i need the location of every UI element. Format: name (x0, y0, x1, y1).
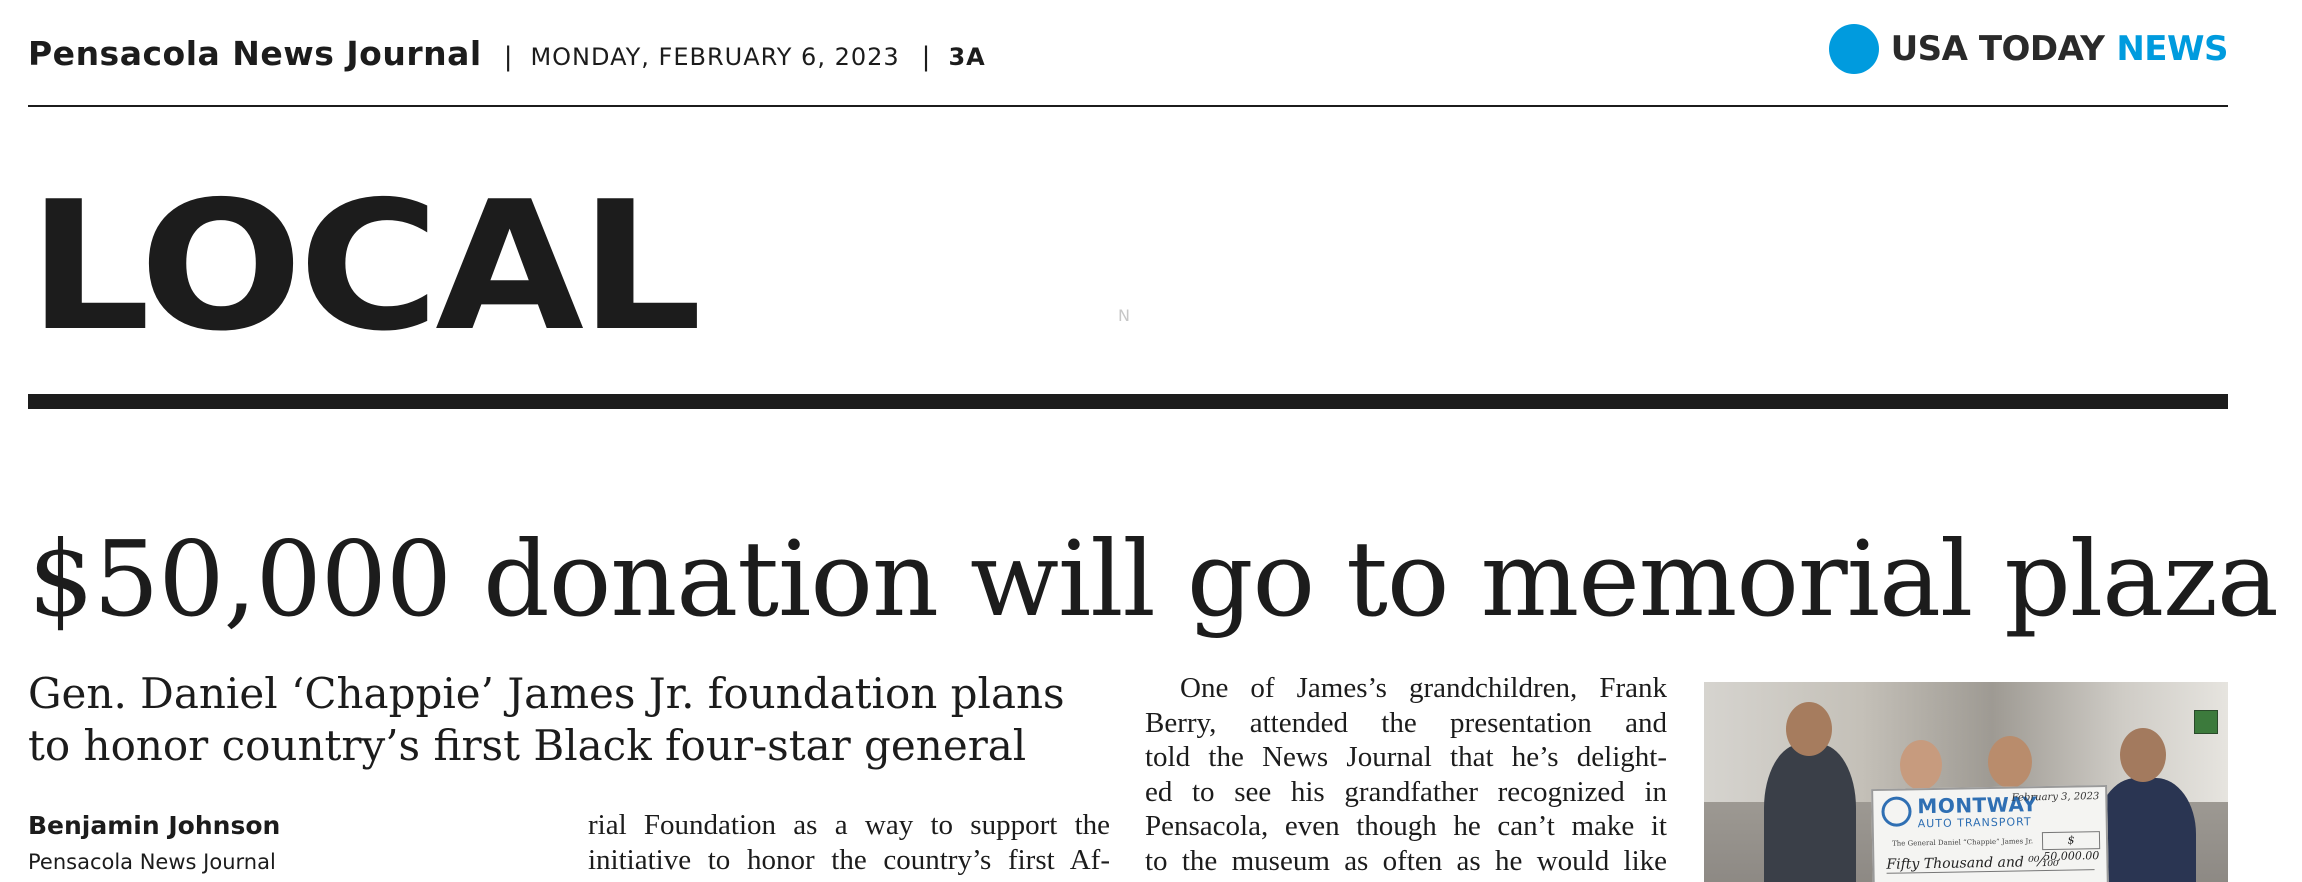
newspaper-name: Pensacola News Journal (28, 34, 482, 73)
section-title: LOCAL (28, 163, 698, 370)
article-photo (1704, 682, 2228, 882)
masthead-left (28, 34, 986, 73)
article-column-right (1145, 671, 1667, 878)
person-right-head (2120, 728, 2166, 782)
body-line: to the museum as often as he would like (1145, 844, 1667, 877)
masthead-separator: | (921, 42, 931, 72)
person-left-head (1786, 702, 1832, 756)
body-line: ed to see his grandfather recognized in (1145, 775, 1667, 808)
deck-line: Gen. Daniel ‘Chappie’ James Jr. foundation plans (28, 669, 1065, 718)
check-brand: MONTWAY (1917, 792, 2038, 819)
masthead-rule (28, 105, 2228, 107)
body-line: rial Foundation as a way to support the (588, 809, 1110, 841)
page-number: 3A (948, 43, 986, 71)
masthead-separator: | (503, 42, 513, 72)
check-amount: $ 50,000.00 (2042, 831, 2100, 850)
article-column-middle (588, 808, 1110, 877)
deck-line: to honor country’s first Black four-star general (28, 721, 1027, 770)
donation-check (1871, 785, 2109, 882)
check-brand-sub: AUTO TRANSPORT (1917, 815, 2032, 831)
person-right (2096, 778, 2196, 882)
body-line: initiative to honor the country’s first Af- (588, 843, 1110, 876)
usa-today-network-logo (1829, 24, 2228, 74)
usa-today-dot-icon (1829, 24, 1879, 74)
person-center-right-head (1988, 736, 2032, 788)
brand-news: NEWS (2116, 29, 2228, 69)
check-date: February 3, 2023 (2011, 791, 2100, 804)
article-deck (28, 668, 1068, 772)
section-rule (28, 394, 2228, 409)
body-line: One of James’s grandchildren, Frank (1180, 672, 1667, 704)
article-headline: $50,000 donation will go to memorial plaza (28, 518, 2278, 640)
byline-organization: Pensacola News Journal (28, 850, 276, 874)
body-line: told the News Journal that he’s delight- (1145, 741, 1667, 773)
exit-sign (2194, 710, 2218, 734)
person-left (1764, 744, 1856, 882)
body-line: Pensacola, even though he can’t make it (1145, 810, 1667, 842)
scan-artifact: N (1118, 306, 1130, 325)
edition-date: MONDAY, FEBRUARY 6, 2023 (530, 43, 900, 71)
check-amount-words: Fifty Thousand and ⁰⁰⁄₁₀₀ (1886, 853, 2094, 874)
masthead (28, 24, 2228, 104)
byline-author: Benjamin Johnson (28, 811, 281, 840)
body-line: Berry, attended the presentation and (1145, 706, 1667, 739)
check-payee: The General Daniel “Chappie” James Jr. (1891, 837, 2034, 848)
montway-logo-icon (1881, 796, 1912, 827)
person-center-left-head (1900, 740, 1942, 790)
brand-usa-today: USA TODAY (1890, 29, 2105, 69)
